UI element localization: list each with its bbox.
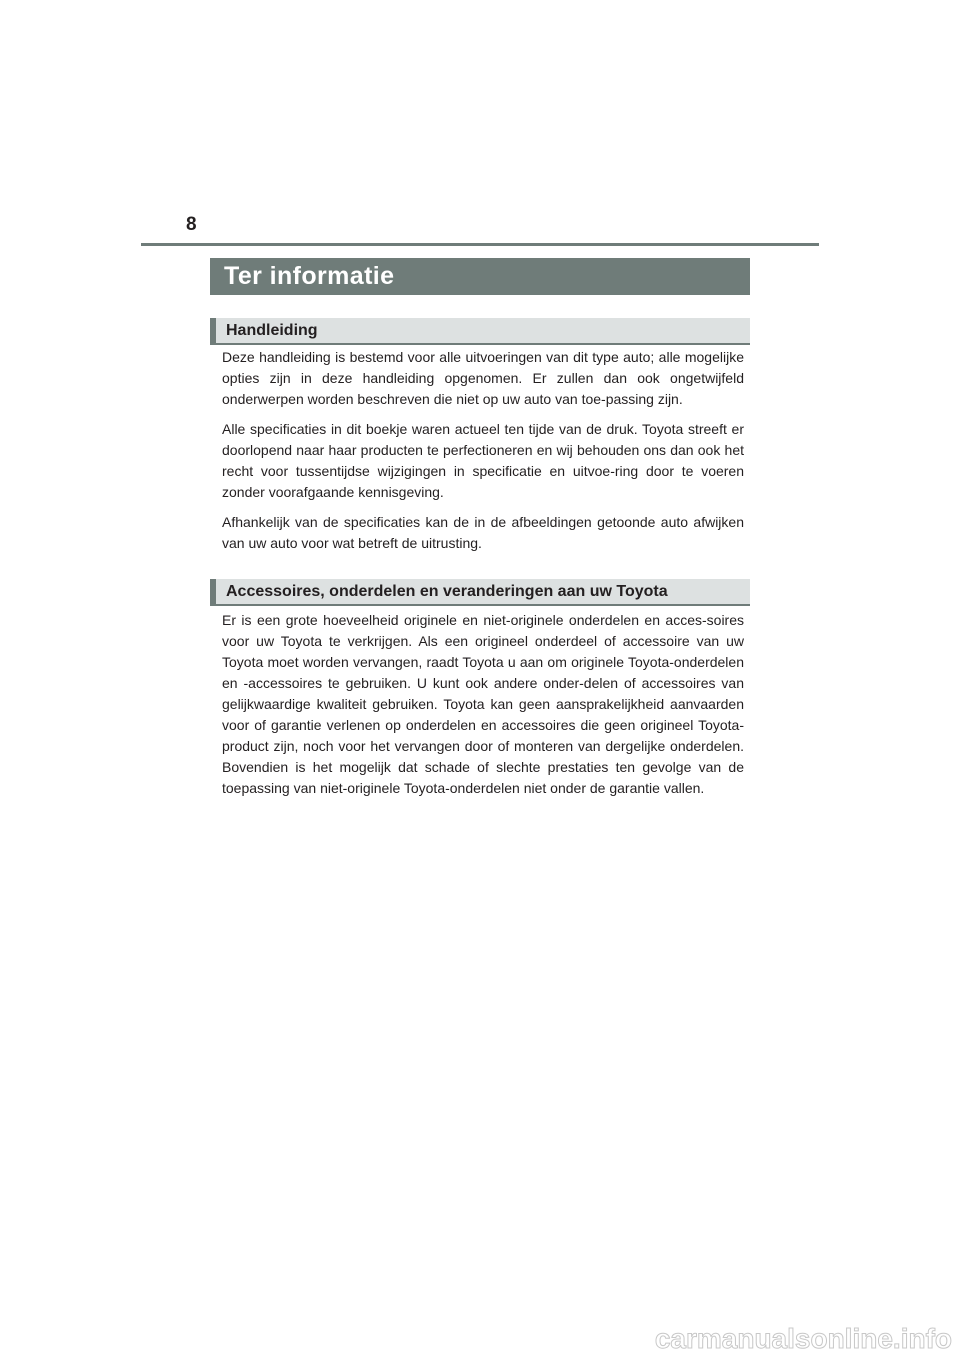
header-rule <box>141 243 819 246</box>
handleiding-body <box>222 347 744 563</box>
watermark-logo: carmanualsonline.info <box>654 1323 952 1354</box>
accessoires-heading: Accessoires, onderdelen en veranderingen aan uw Toyota <box>210 579 750 606</box>
handleiding-paragraph-3: Afhankelijk van de specificaties kan de in de afbeeldingen getoonde auto afwijken van uw auto voor wat betreft de uitrusting. <box>222 514 744 551</box>
section-title-banner: Ter informatie <box>210 258 750 295</box>
page-number: 8 <box>186 214 197 235</box>
handleiding-paragraph-2: Alle specificaties in dit boekje waren actueel ten tijde van de druk. Toyota streeft er doorlopend naar haar producten te perfectioneren en wij behouden ons dan ook het recht voor tussentijdse wijzigingen in specificatie en uitvoe-ring door te voeren zonder voorafgaande kennisgeving. <box>222 421 744 500</box>
handleiding-heading: Handleiding <box>210 318 750 345</box>
accessoires-body <box>222 610 744 808</box>
handleiding-paragraph-1: Deze handleiding is bestemd voor alle uitvoeringen van dit type auto; alle mogelijke opties zijn in deze handleiding opgenomen. Er zullen dan ook ongetwijfeld onderwerpen worden beschreven die niet op uw auto van toe-passing zijn. <box>222 349 744 407</box>
accessoires-paragraph-1: Er is een grote hoeveelheid originele en niet-originele onderdelen en acces-soires voor uw Toyota te verkrijgen. Als een origineel onderdeel of accessoire van uw Toyota moet worden vervangen, raadt Toyota u aan om originele Toyota-onderdelen en -accessoires te gebruiken. U kunt ook andere onder-delen of accessoires van gelijkwaardige kwaliteit gebruiken. Toyota kan geen aansprakelijkheid aanvaarden voor of garantie verlenen op onderdelen en accessoires die geen origineel Toyota-product zijn, noch voor het vervangen door of monteren van dergelijke onderdelen. Bovendien is het mogelijk dat schade of slechte prestaties ten gevolge van de toepassing van niet-originele Toyota-onderdelen niet onder de garantie vallen. <box>222 612 744 796</box>
